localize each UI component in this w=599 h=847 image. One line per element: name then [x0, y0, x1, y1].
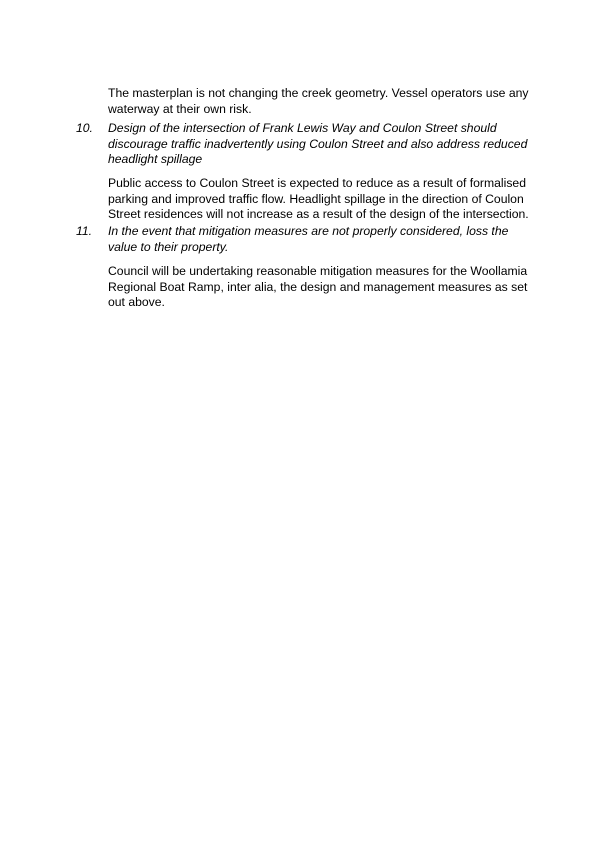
intro-response-paragraph: The masterplan is not changing the creek geometry. Vessel operators use any waterway at their own risk. [108, 86, 529, 116]
item-10-response: Public access to Coulon Street is expected to reduce as a result of formalised parking and improved traffic flow. Headlight spillage in the direction of Coulon Street residences will not increase as a result of the design of the intersection. [108, 176, 529, 221]
item-10-number: 10. [76, 121, 93, 135]
item-11-number: 11. [76, 224, 93, 238]
item-10-issue: Design of the intersection of Frank Lewis Way and Coulon Street should discourage traffic inadvertently using Coulon Street and also address reduced headlight spillage [108, 121, 528, 166]
item-11-issue: In the event that mitigation measures are not properly considered, loss the value to their property. [108, 224, 509, 254]
item-11-response: Council will be undertaking reasonable mitigation measures for the Woollamia Regional Boat Ramp, inter alia, the design and management measures as set out above. [108, 264, 528, 309]
